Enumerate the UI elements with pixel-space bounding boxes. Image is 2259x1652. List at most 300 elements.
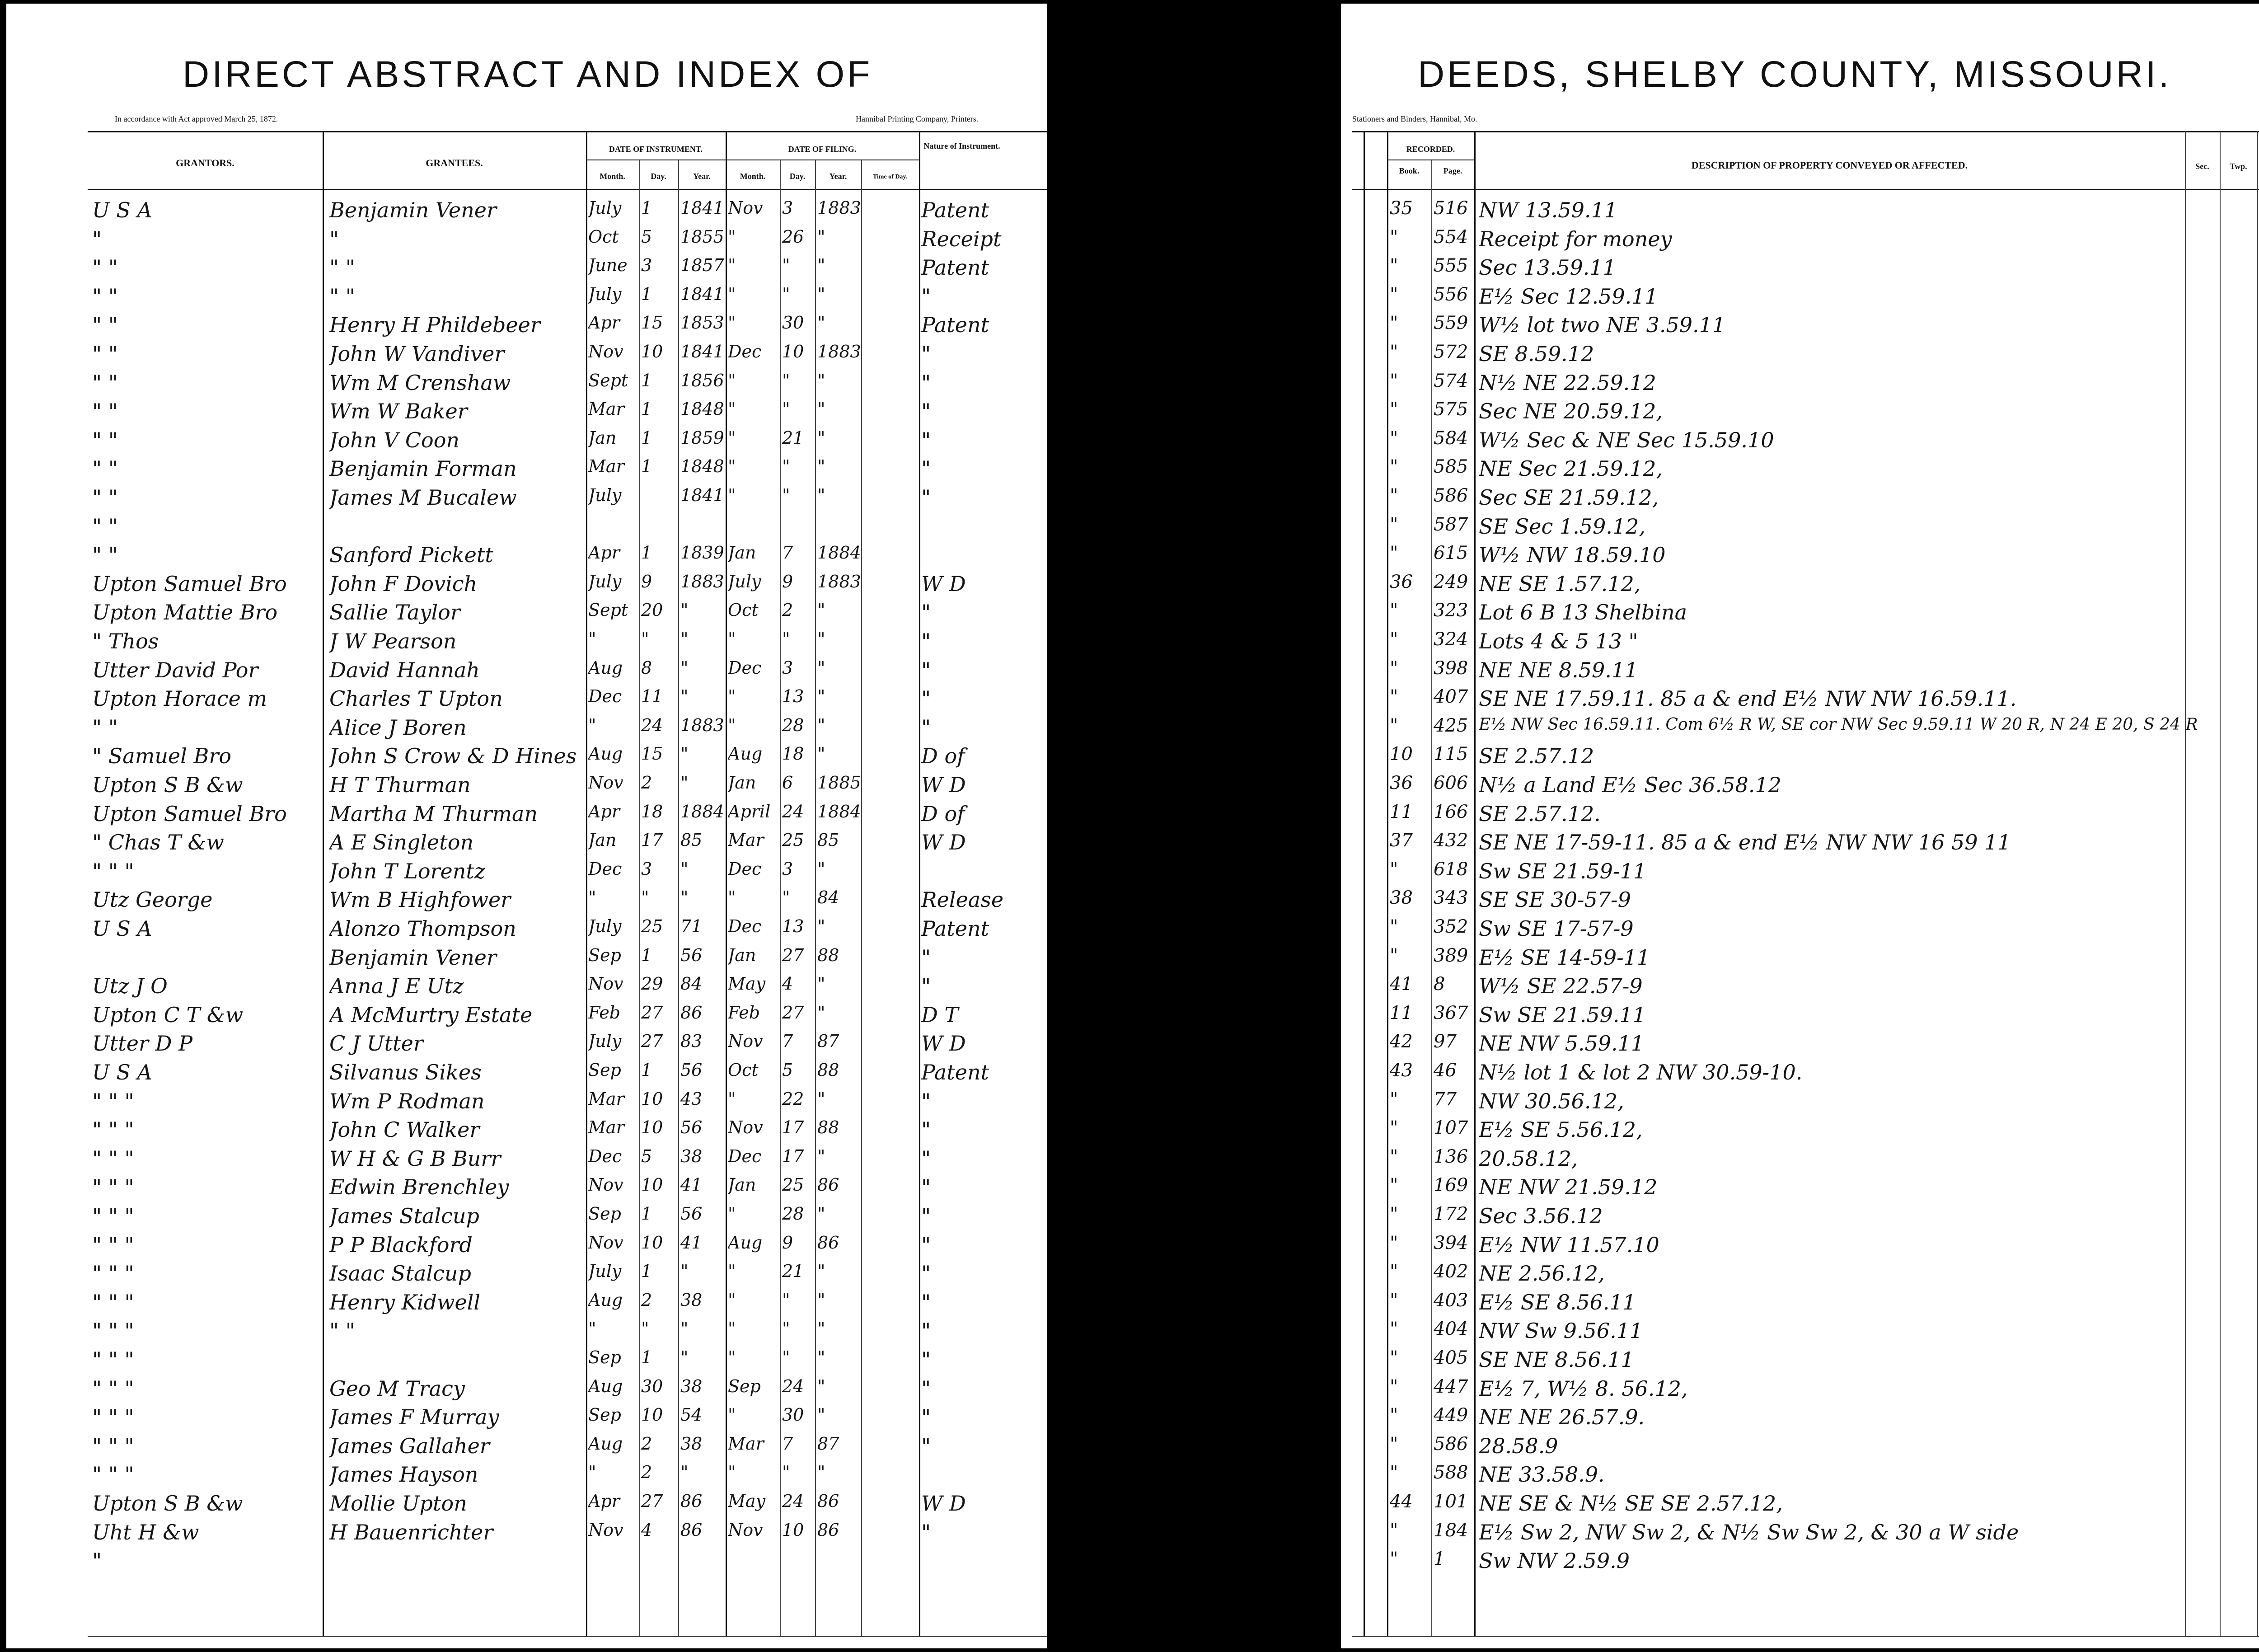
filing-year-cell: "	[817, 1146, 825, 1166]
nature-cell: "	[921, 1433, 931, 1458]
day-header: Day.	[651, 172, 666, 181]
filing-day-cell: 3	[782, 198, 793, 218]
instrument-day-cell: 10	[641, 1089, 663, 1109]
table-row	[6, 1089, 1047, 1114]
grantor-cell: " "	[92, 543, 118, 568]
description-cell: E½ SE 5.56.12,	[1479, 1117, 1643, 1142]
book-cell: 38	[1390, 887, 1413, 909]
instrument-month-cell: Apr	[588, 801, 620, 821]
grantor-cell: Uht H &w	[92, 1520, 199, 1544]
grantee-cell: " "	[329, 255, 355, 280]
filing-month-cell: Aug	[728, 744, 763, 764]
instrument-month-cell: Aug	[588, 1376, 623, 1396]
nature-cell: "	[921, 485, 931, 510]
filing-year-cell: 87	[817, 1433, 839, 1454]
book-cell: 41	[1390, 974, 1413, 995]
grantor-cell: Utter David Por	[92, 657, 258, 682]
filing-day-cell: 7	[782, 1031, 793, 1051]
filing-year-cell: "	[817, 629, 825, 649]
page-title: DEEDS, SHELBY COUNTY, MISSOURI.	[1418, 54, 2172, 95]
description-cell: Sec NE 20.59.12,	[1479, 399, 1663, 424]
book-cell: "	[1390, 485, 1398, 506]
filing-year-cell: 84	[817, 887, 839, 908]
punch-hole	[1154, 409, 1172, 459]
filing-year-cell: 1884	[817, 543, 861, 563]
instrument-day-cell: 10	[641, 1405, 663, 1425]
nature-header: Nature of Instrument.	[923, 141, 1000, 150]
instrument-year-cell: 1859	[680, 427, 724, 448]
stationers-note: Stationers and Binders, Hannibal, Mo.	[1352, 114, 1477, 123]
grantor-cell: " " "	[92, 1204, 134, 1228]
page-cell: 554	[1434, 226, 1468, 248]
filing-day-cell: 7	[782, 1433, 793, 1454]
page-cell: 77	[1434, 1089, 1457, 1110]
grantor-cell: U S A	[92, 1060, 152, 1084]
book-cell: "	[1390, 1117, 1398, 1139]
page-cell: 574	[1434, 370, 1468, 391]
instrument-year-cell: 56	[680, 945, 703, 965]
page-cell: 46	[1434, 1060, 1457, 1081]
grantee-cell: Wm W Baker	[329, 399, 468, 424]
grantee-cell: Alice J Boren	[329, 715, 467, 740]
description-cell: SE 2.57.12	[1479, 744, 1594, 769]
book-cell: "	[1390, 370, 1398, 391]
filing-month-cell: Nov	[728, 198, 763, 218]
filing-year-cell: 86	[817, 1175, 839, 1195]
grantee-cell: A McMurtry Estate	[329, 1002, 533, 1027]
table-row	[6, 1117, 1047, 1143]
punch-hole	[1154, 798, 1172, 847]
instrument-month-cell: Aug	[588, 1290, 623, 1310]
instrument-day-cell: 25	[641, 916, 663, 936]
description-cell: W½ lot two NE 3.59.11	[1479, 313, 1726, 338]
instrument-year-cell: 1884	[680, 801, 724, 821]
grantor-cell: " " "	[92, 1405, 134, 1430]
grantee-cell: Wm M Crenshaw	[329, 370, 511, 395]
instrument-month-cell: "	[588, 629, 596, 649]
filing-year-cell: 88	[817, 1060, 839, 1080]
page-cell: 405	[1434, 1347, 1468, 1368]
table-row	[1341, 1233, 2259, 1258]
description-cell: NE NW 21.59.12	[1479, 1175, 1658, 1200]
grantee-cell: John F Dovich	[329, 571, 478, 596]
book-cell: "	[1390, 1290, 1398, 1311]
instrument-month-cell: Sep	[588, 945, 621, 965]
nature-cell: W D	[921, 1031, 966, 1056]
description-cell: SE 8.59.12	[1479, 342, 1594, 366]
filing-day-cell: 24	[782, 801, 804, 821]
filing-day-cell: 10	[782, 1520, 804, 1540]
page-cell: 389	[1434, 945, 1468, 966]
description-cell: N½ a Land E½ Sec 36.58.12	[1479, 773, 1781, 797]
binding-gutter	[1047, 0, 1341, 1652]
instrument-month-cell: July	[588, 916, 622, 936]
instrument-year-cell: 56	[680, 1060, 703, 1080]
description-cell: SE NE 8.56.11	[1479, 1347, 1634, 1372]
table-row	[1341, 543, 2259, 568]
filing-day-cell: 28	[782, 1204, 804, 1224]
table-row	[6, 1204, 1047, 1229]
filing-year-cell: "	[817, 370, 825, 390]
instrument-day-cell: 2	[641, 1462, 652, 1483]
filing-year-cell: 86	[817, 1520, 839, 1540]
filing-day-cell: 24	[782, 1376, 804, 1396]
page-cell: 136	[1434, 1146, 1468, 1167]
instrument-year-cell: 1841	[680, 342, 724, 361]
table-row	[1341, 514, 2259, 540]
instrument-year-cell: "	[680, 1261, 689, 1281]
table-row	[6, 485, 1047, 511]
instrument-year-cell: 41	[680, 1232, 703, 1253]
page-cell: 249	[1434, 571, 1468, 592]
filing-month-cell: Dec	[728, 916, 762, 936]
grantee-cell: James F Murray	[329, 1405, 499, 1430]
nature-cell: "	[921, 1261, 931, 1286]
page-cell: 555	[1434, 255, 1468, 277]
instrument-day-cell: 27	[641, 1491, 663, 1511]
book-cell: "	[1390, 284, 1398, 305]
instrument-day-cell: 1	[641, 945, 652, 965]
instrument-month-cell: Feb	[588, 1002, 621, 1023]
instrument-month-cell: June	[588, 255, 628, 276]
book-cell: 11	[1390, 801, 1413, 822]
table-row	[6, 887, 1047, 913]
nature-cell: W D	[921, 571, 966, 596]
punch-hole	[1154, 1186, 1172, 1236]
table-row	[1341, 887, 2259, 913]
filing-day-cell: 24	[782, 1491, 804, 1511]
table-row	[6, 916, 1047, 942]
instrument-day-cell: 15	[641, 313, 663, 333]
instrument-day-cell: 11	[641, 686, 663, 707]
table-row	[1341, 371, 2259, 396]
grantee-cell: P P Blackford	[329, 1232, 473, 1257]
page-cell: 343	[1434, 887, 1468, 909]
filing-year-cell: "	[817, 974, 825, 994]
filing-year-cell: "	[817, 1347, 825, 1367]
instrument-month-cell: Apr	[588, 313, 620, 333]
grantor-cell: " Samuel Bro	[92, 744, 232, 769]
grantee-cell: Benjamin Forman	[329, 456, 517, 481]
grantee-cell: John V Coon	[329, 427, 460, 452]
table-row	[6, 945, 1047, 971]
book-cell: "	[1390, 916, 1398, 937]
instrument-month-cell: "	[588, 1462, 596, 1483]
instrument-month-cell: Nov	[588, 1175, 623, 1195]
filing-month-cell: Jan	[728, 1175, 756, 1195]
description-cell: Lot 6 B 13 Shelbina	[1479, 600, 1687, 625]
page-cell: 97	[1434, 1031, 1457, 1052]
table-row	[1341, 1290, 2259, 1315]
table-row	[1341, 802, 2259, 827]
nature-cell: "	[921, 1232, 931, 1257]
filing-month-cell: "	[728, 1204, 736, 1224]
page-cell: 398	[1434, 657, 1468, 679]
page-cell: 584	[1434, 427, 1468, 449]
description-cell: 20.58.12,	[1479, 1146, 1578, 1171]
instrument-year-cell: 1883	[680, 571, 724, 591]
instrument-month-cell: Mar	[588, 1089, 624, 1109]
filing-year-cell: 1883	[817, 342, 861, 361]
filing-day-cell: "	[782, 1290, 790, 1310]
filing-day-cell: 22	[782, 1089, 804, 1109]
description-cell: W½ SE 22.57-9	[1479, 974, 1643, 999]
instrument-day-cell: 1	[641, 1261, 652, 1281]
filing-day-cell: 30	[782, 1405, 804, 1425]
table-row	[6, 974, 1047, 999]
page-cell: 1	[1434, 1549, 1445, 1570]
grantee-cell: A E Singleton	[329, 830, 474, 855]
instrument-day-cell: 1	[641, 1347, 652, 1367]
instrument-month-cell: Sep	[588, 1060, 621, 1080]
page-cell: 615	[1434, 543, 1468, 564]
instrument-day-cell: 2	[641, 773, 652, 793]
page-cell: 588	[1434, 1462, 1468, 1483]
filing-month-cell: "	[728, 1462, 736, 1483]
grantor-cell: " " "	[92, 1319, 134, 1343]
nature-cell: "	[921, 370, 931, 395]
grantee-cell: John T Lorentz	[329, 859, 486, 883]
grantee-cell: Anna J E Utz	[329, 974, 464, 999]
book-cell: "	[1390, 1204, 1398, 1225]
instrument-month-cell: Aug	[588, 744, 623, 764]
table-row	[1341, 859, 2259, 884]
instrument-year-cell: 1883	[680, 715, 724, 735]
filing-day-cell: 21	[782, 1261, 804, 1281]
table-row	[1341, 916, 2259, 942]
filing-day-cell: "	[782, 1462, 790, 1483]
instrument-year-cell: 38	[680, 1290, 703, 1310]
instrument-year-cell: 38	[680, 1433, 703, 1454]
nature-cell: W D	[921, 830, 966, 855]
grantee-cell: " "	[329, 1319, 355, 1343]
instrument-day-cell: 24	[641, 715, 663, 735]
grantee-cell: David Hannah	[329, 657, 480, 682]
table-row	[6, 802, 1047, 827]
grantor-cell: Upton Samuel Bro	[92, 571, 287, 596]
instrument-day-cell: 8	[641, 657, 652, 678]
book-cell: "	[1390, 1549, 1398, 1570]
instrument-month-cell: Nov	[588, 1232, 623, 1253]
printer-note: Hannibal Printing Company, Printers.	[856, 114, 979, 123]
date-of-filing-header: DATE OF FILING.	[788, 145, 857, 154]
page-cell: 586	[1434, 1433, 1468, 1455]
punch-hole	[1222, 273, 1240, 323]
table-row	[1341, 1261, 2259, 1286]
description-cell: W½ Sec & NE Sec 15.59.10	[1479, 427, 1774, 452]
instrument-year-cell: 84	[680, 974, 703, 994]
table-row	[1341, 227, 2259, 252]
description-cell: NW 30.56.12,	[1479, 1089, 1624, 1113]
filing-month-cell: "	[728, 1261, 736, 1281]
description-cell: Receipt for money	[1479, 226, 1672, 251]
filing-month-cell: "	[728, 1319, 736, 1339]
instrument-month-cell: Sept	[588, 600, 628, 620]
description-cell: Sec SE 21.59.12,	[1479, 485, 1659, 510]
description-cell: NE 33.58.9.	[1479, 1462, 1605, 1487]
filing-day-cell: "	[782, 370, 790, 390]
instrument-day-cell: 27	[641, 1002, 663, 1023]
filing-year-cell: 88	[817, 945, 839, 965]
page-cell: 606	[1434, 773, 1468, 793]
book-cell: 37	[1390, 830, 1413, 851]
page-cell: 425	[1434, 715, 1468, 736]
recorded-header: RECORDED.	[1406, 145, 1455, 154]
page-cell: 407	[1434, 686, 1468, 708]
grantee-cell: Benjamin Vener	[329, 945, 497, 970]
book-cell: "	[1390, 629, 1398, 650]
instrument-month-cell: "	[588, 887, 596, 908]
book-cell: "	[1390, 543, 1398, 564]
grantee-cell: Isaac Stalcup	[329, 1261, 471, 1286]
description-cell: N½ lot 1 & lot 2 NW 30.59-10.	[1479, 1060, 1803, 1084]
book-cell: 36	[1390, 571, 1413, 592]
description-cell: N½ NE 22.59.12	[1479, 370, 1656, 395]
description-cell: 28.58.9	[1479, 1433, 1558, 1458]
filing-month-cell: Jan	[728, 543, 756, 563]
nature-cell: Patent	[921, 916, 989, 941]
punch-hole	[1222, 409, 1240, 459]
table-row	[1341, 1117, 2259, 1143]
grantor-cell: " " "	[92, 1261, 134, 1286]
book-cell: "	[1390, 342, 1398, 362]
filing-month-cell: Nov	[728, 1031, 763, 1051]
instrument-year-cell: 1841	[680, 284, 724, 304]
page-header: Page.	[1443, 166, 1462, 175]
nature-cell: "	[921, 1175, 931, 1200]
filing-month-cell: July	[728, 571, 761, 591]
filing-month-cell: May	[728, 974, 766, 994]
filing-month-cell: Dec	[728, 1146, 762, 1166]
instrument-day-cell: 1	[641, 427, 652, 448]
table-row	[6, 255, 1047, 281]
book-cell: 35	[1390, 198, 1413, 219]
filing-day-cell: 25	[782, 830, 804, 850]
table-row	[6, 227, 1047, 252]
grantor-cell: " "	[92, 715, 118, 740]
book-header: Book.	[1399, 166, 1420, 175]
instrument-year-cell: 83	[680, 1031, 703, 1051]
instrument-year-cell: 1839	[680, 543, 724, 563]
filing-year-cell: "	[817, 600, 825, 620]
filing-month-cell: April	[728, 801, 771, 821]
grantor-cell: " Thos	[92, 629, 159, 653]
description-cell: E½ SE 14-59-11	[1479, 945, 1650, 970]
grantor-cell: Upton S B &w	[92, 773, 243, 797]
instrument-year-cell: "	[680, 887, 689, 908]
instrument-year-cell: 1855	[680, 226, 724, 247]
table-row	[1341, 1462, 2259, 1488]
page-cell: 402	[1434, 1261, 1468, 1282]
filing-day-cell: "	[782, 284, 790, 304]
grantor-cell: " " "	[92, 1462, 134, 1487]
page-cell: 449	[1434, 1405, 1468, 1426]
filing-year-cell: 88	[817, 1117, 839, 1138]
filing-day-cell: "	[782, 1319, 790, 1339]
filing-year-cell: 1883	[817, 571, 861, 591]
nature-cell: "	[921, 629, 931, 653]
description-cell: Sec 3.56.12	[1479, 1204, 1603, 1228]
table-row	[6, 1319, 1047, 1344]
filing-year-cell: "	[817, 916, 825, 936]
grantor-cell: Upton Horace m	[92, 686, 267, 711]
table-row	[1341, 686, 2259, 712]
table-row	[1341, 773, 2259, 798]
book-cell: "	[1390, 657, 1398, 679]
grantor-cell: " "	[92, 427, 118, 452]
filing-month-cell: Dec	[728, 859, 762, 879]
table-row	[1341, 342, 2259, 367]
description-cell: SE 2.57.12.	[1479, 801, 1601, 826]
filing-year-cell: "	[817, 686, 825, 707]
table-row	[6, 773, 1047, 798]
book-cell: "	[1390, 313, 1398, 334]
instrument-month-cell: Sept	[588, 370, 628, 390]
table-row	[1341, 485, 2259, 511]
instrument-month-cell: Mar	[588, 1117, 624, 1138]
filing-day-cell: 26	[782, 226, 804, 247]
table-row	[1341, 1146, 2259, 1172]
filing-month-cell: "	[728, 1290, 736, 1310]
filing-year-cell: "	[817, 715, 825, 735]
filing-day-cell: "	[782, 399, 790, 419]
nature-cell: "	[921, 399, 931, 424]
table-row	[6, 629, 1047, 654]
grantor-cell: U S A	[92, 916, 152, 941]
table-row	[6, 572, 1047, 597]
nature-cell: "	[921, 456, 931, 481]
instrument-month-cell: July	[588, 284, 622, 304]
page-cell: 585	[1434, 456, 1468, 478]
grantee-cell: Wm P Rodman	[329, 1089, 485, 1113]
page-cell: 556	[1434, 284, 1468, 305]
grantor-cell: " "	[92, 284, 118, 309]
instrument-month-cell: Sep	[588, 1347, 621, 1367]
grantee-cell: " "	[329, 284, 355, 309]
instrument-year-cell: "	[680, 600, 689, 620]
nature-cell: Receipt	[921, 226, 1002, 251]
book-cell: "	[1390, 1376, 1398, 1397]
time-of-day-header: Time of Day.	[872, 174, 908, 180]
grantee-cell: "	[329, 226, 339, 251]
instrument-year-cell: 86	[680, 1002, 703, 1023]
filing-month-cell: "	[728, 887, 736, 908]
instrument-month-cell: Dec	[588, 859, 622, 879]
instrument-day-cell: "	[641, 629, 649, 649]
book-cell: 11	[1390, 1002, 1413, 1023]
book-cell: 44	[1390, 1491, 1413, 1512]
grantor-cell: Utz George	[92, 887, 213, 912]
page-cell: 394	[1434, 1232, 1468, 1253]
page-cell: 618	[1434, 859, 1468, 880]
instrument-day-cell: 1	[641, 370, 652, 390]
description-cell: E½ NW Sec 16.59.11. Com 6½ R W, SE cor NW Sec 9.59.11 W 20 R, N 24 E 20, S 24 R	[1479, 715, 2198, 734]
book-cell: "	[1390, 945, 1398, 966]
nature-cell: "	[921, 715, 931, 740]
description-cell: NE 2.56.12,	[1479, 1261, 1605, 1286]
book-cell: "	[1390, 1433, 1398, 1455]
instrument-month-cell: Jan	[588, 830, 617, 850]
instrument-day-cell: 10	[641, 1232, 663, 1253]
filing-month-cell: Nov	[728, 1520, 763, 1540]
filing-month-cell: Oct	[728, 600, 759, 620]
nature-cell: "	[921, 600, 931, 625]
instrument-month-cell: Aug	[588, 657, 623, 678]
table-row	[1341, 1434, 2259, 1459]
filing-month-cell: Aug	[728, 1232, 763, 1253]
instrument-month-cell: Jan	[588, 427, 617, 448]
grantor-cell: " " "	[92, 1232, 134, 1257]
